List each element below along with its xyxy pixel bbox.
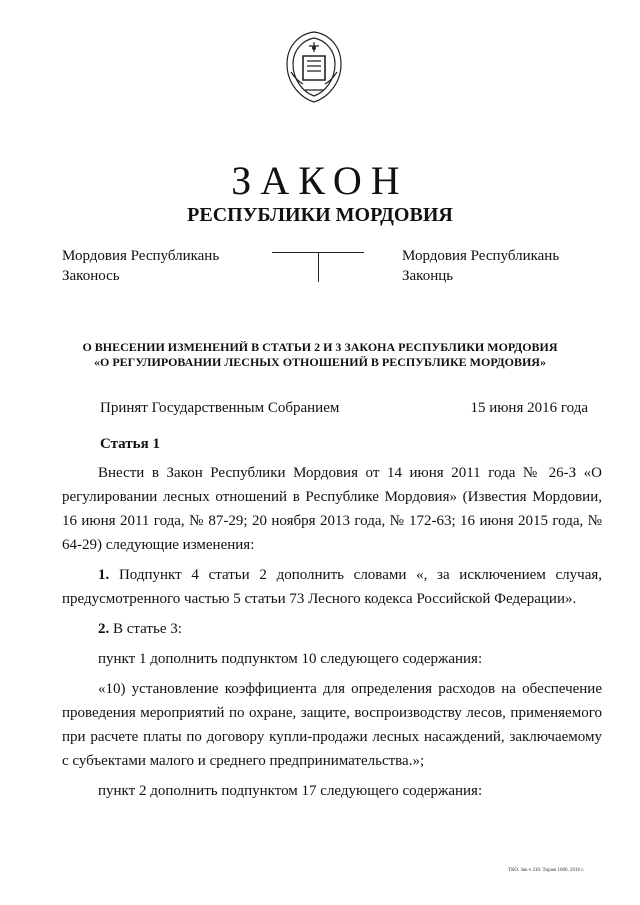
item-text: В статье 3: <box>109 621 182 637</box>
article-subitem: пункт 1 дополнить подпунктом 10 следующего содержания: <box>98 651 483 667</box>
right-header-line2: Законць <box>402 268 454 284</box>
article-item-1 <box>62 563 602 611</box>
right-header-block <box>402 246 559 286</box>
left-header-line1: Мордовия Республикань <box>62 248 220 264</box>
law-name <box>40 340 600 370</box>
republic-emblem-icon <box>281 28 347 106</box>
adopted-date: 15 июня 2016 года <box>470 400 588 416</box>
law-name-line1: О ВНЕСЕНИИ ИЗМЕНЕНИЙ В СТАТЬИ 2 И 3 ЗАКОНА РЕСПУБЛИКИ МОРДОВИЯ <box>82 340 558 354</box>
item-number: 1. <box>98 567 110 583</box>
left-header-line2: Законось <box>62 268 120 284</box>
document-title: ЗАКОН <box>231 158 409 203</box>
article-subitem: пункт 2 дополнить подпунктом 17 следующего содержания: <box>98 783 483 799</box>
article-item-2 <box>62 617 602 641</box>
article-body <box>62 461 602 809</box>
print-note: ТКО. Зак-з 210. Тираж 1000. 2016 г. <box>508 868 584 873</box>
item-text: Подпункт 4 статьи 2 дополнить словами «, за исключением случая, предусмотренного частью 5 статьи 73 Лесного кодекса Российской Федерации». <box>62 567 602 607</box>
header-divider-vertical <box>318 252 319 282</box>
article-quote: «10) установление коэффициента для определения расходов на обеспечение проведения мероприятий по охране, защите, воспроизводству лесов, применяемого при расчете платы по договору купли-продажи лесных насаждений, заключаемому с субъектами малого и среднего предпринимательства.»; <box>62 681 602 769</box>
adoption-line <box>100 400 588 417</box>
right-header-line1: Мордовия Республикань <box>402 248 560 264</box>
left-header-block <box>62 246 219 286</box>
item-number: 2. <box>98 621 110 637</box>
law-name-line2: «О РЕГУЛИРОВАНИИ ЛЕСНЫХ ОТНОШЕНИЙ В РЕСПУБЛИКЕ МОРДОВИЯ» <box>94 355 546 369</box>
article-paragraph: Внести в Закон Республики Мордовия от 14 июня 2011 года № 26-З «О регулировании лесных отношений в Республике Мордовия» (Известия Мордовии, 16 июня 2011 года, № 87-29; 20 ноября 2013 года, № 172-63; 16 июня 2015 года, № 64-29) следующие изменения: <box>62 465 602 553</box>
adopted-by: Принят Государственным Собранием <box>100 400 340 416</box>
document-subtitle: РЕСПУБЛИКИ МОРДОВИЯ <box>187 204 453 226</box>
article-heading: Статья 1 <box>100 436 160 452</box>
